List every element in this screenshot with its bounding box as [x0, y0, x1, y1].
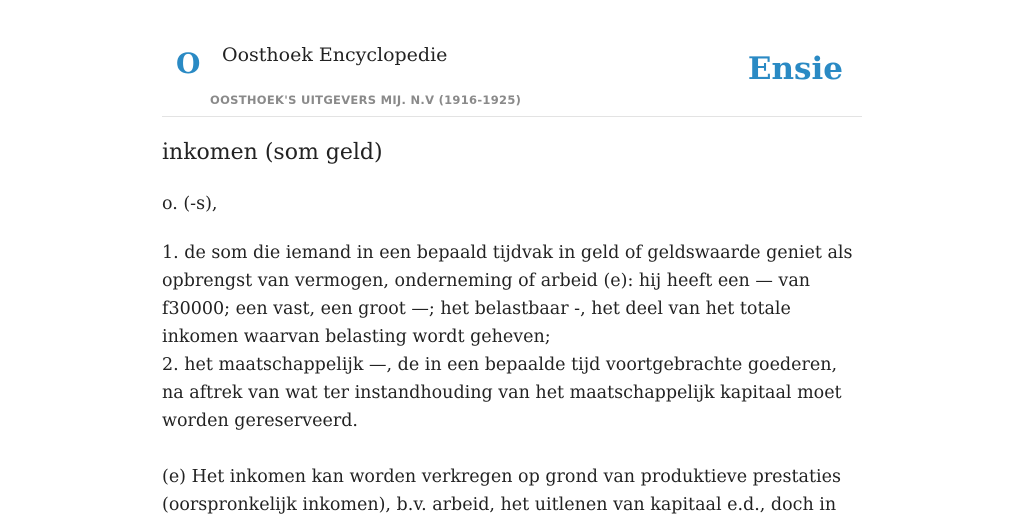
definition-1: 1. de som die iemand in een bepaald tijdvak in geld of geldswaarde geniet als opbrengst van vermogen, onderneming of arbeid (e): hij heeft een — van f30000; een vast, een groot —; het belastbaar -, het deel van het totale inkomen waarvan belasting wordt geheven; — [162, 243, 853, 347]
index-letter-link[interactable]: O — [176, 47, 201, 80]
paragraph-spacer — [162, 435, 862, 463]
definition-2: 2. het maatschappelijk —, de in een bepaalde tijd voortgebrachte goederen, na aftrek van wat ter instandhouding van het maatschappelijk kapitaal moet worden gereserveerd. — [162, 355, 842, 431]
entry-title: inkomen (som geld) — [162, 140, 383, 165]
publisher-subtitle: OOSTHOEK'S UITGEVERS MIJ. N.V (1916-1925) — [210, 93, 522, 107]
entry-body — [162, 239, 862, 519]
explanatory-note: (e) Het inkomen kan worden verkregen op grond van produktieve prestaties (oorspronkelijk inkomen), b.v. arbeid, het uitlenen van kapitaal e.d., doch in — [162, 467, 841, 515]
page — [162, 0, 862, 515]
grammar-info: o. (-s), — [162, 194, 218, 214]
ensie-logo-link[interactable]: Ensie — [747, 51, 843, 87]
site-title-link[interactable]: Oosthoek Encyclopedie — [222, 44, 448, 66]
site-header — [162, 0, 862, 117]
